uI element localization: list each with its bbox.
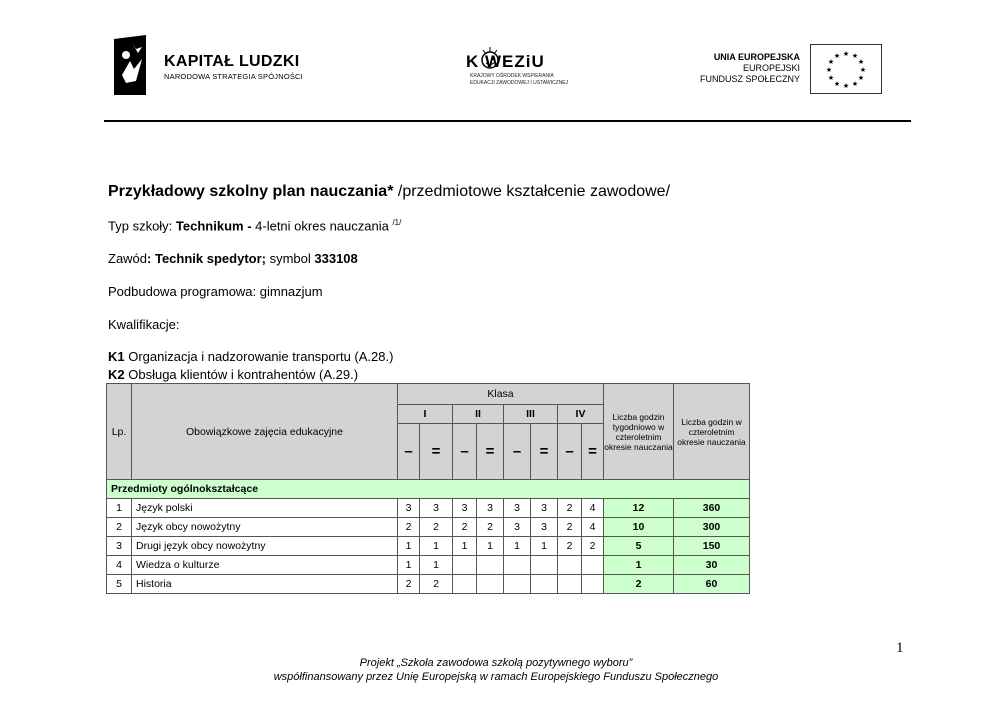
table-row	[107, 499, 750, 518]
kowezu-title: K WEZiU	[466, 52, 545, 71]
header-class-3: III	[504, 405, 558, 424]
row-hours-sem-2: 1	[420, 556, 453, 575]
row-hours-sem-4	[477, 556, 504, 575]
row-hours-sem-6: 3	[531, 518, 558, 537]
svg-text:★: ★	[851, 80, 859, 88]
row-hours-sem-7: 2	[558, 537, 582, 556]
row-hours-sem-1: 3	[398, 499, 420, 518]
qualification-k1-code: K1	[108, 349, 125, 364]
row-hours-sem-1: 1	[398, 537, 420, 556]
eu-line-3: FUNDUSZ SPOŁECZNY	[699, 74, 800, 84]
svg-text:★: ★	[842, 82, 850, 90]
eu-line-2: EUROPEJSKI	[742, 63, 800, 73]
row-hours-sem-3	[453, 556, 477, 575]
svg-text:★: ★	[825, 66, 833, 74]
table-row	[107, 518, 750, 537]
row-hours-sem-1: 2	[398, 518, 420, 537]
row-hours-sem-7	[558, 575, 582, 594]
qualification-k1-text: Organizacja i nadzorowanie transportu (A.28.)	[124, 349, 394, 364]
row-subject: Język polski	[132, 499, 398, 518]
header-semester-1: –	[398, 424, 420, 480]
row-hours-sem-5	[504, 556, 531, 575]
header-semester-3: –	[453, 424, 477, 480]
row-hours-sem-6	[531, 575, 558, 594]
header-semester-7: –	[558, 424, 582, 480]
svg-text:★: ★	[859, 66, 867, 74]
program-base-line: Podbudowa programowa: gimnazjum	[108, 284, 323, 299]
school-type-rest: 4-letni okres nauczania	[251, 218, 393, 234]
row-hours-sem-6: 1	[531, 537, 558, 556]
section-general-subjects: Przedmioty ogólnokształcące	[107, 480, 750, 499]
header-lp: Lp.	[107, 384, 132, 480]
row-hours-sem-4	[477, 575, 504, 594]
row-hours-sem-3: 1	[453, 537, 477, 556]
row-hours-sem-2: 2	[420, 575, 453, 594]
row-total-hours: 30	[674, 556, 750, 575]
row-hours-sem-3: 3	[453, 499, 477, 518]
profession-symbol: 333108	[314, 251, 358, 266]
row-hours-sem-4: 3	[477, 499, 504, 518]
row-hours-sem-4: 1	[477, 537, 504, 556]
row-hours-sem-3	[453, 575, 477, 594]
row-total-hours: 150	[674, 537, 750, 556]
row-hours-sem-6: 3	[531, 499, 558, 518]
row-hours-sem-2: 3	[420, 499, 453, 518]
table-row	[107, 537, 750, 556]
svg-text:★: ★	[833, 80, 841, 88]
row-weekly-hours: 10	[604, 518, 674, 537]
row-lp: 5	[107, 575, 132, 594]
svg-text:★: ★	[833, 52, 841, 60]
header-weekly-hours: Liczba godzin tygodniowo w czteroletnim okresie nauczania	[604, 384, 674, 480]
row-hours-sem-8	[582, 575, 604, 594]
row-hours-sem-7: 2	[558, 518, 582, 537]
kowezu-subtitle-1: KRAJOWY OŚRODEK WSPIERANIA	[470, 73, 554, 79]
footer-funding-line: współfinansowany przez Unię Europejską w ramach Europejskiego Funduszu Społecznego	[273, 671, 719, 683]
profession-value: : Technik spedytor;	[147, 251, 266, 266]
row-weekly-hours: 12	[604, 499, 674, 518]
svg-text:★: ★	[827, 58, 835, 66]
header-subject: Obowiązkowe zajęcia edukacyjne	[132, 384, 398, 480]
row-hours-sem-8: 4	[582, 518, 604, 537]
header-class-2: II	[453, 405, 504, 424]
row-hours-sem-7	[558, 556, 582, 575]
svg-text:★: ★	[857, 58, 865, 66]
footer-project-line: Projekt „Szkoła zawodowa szkołą pozytywnego wyboru”	[359, 657, 633, 669]
row-subject: Wiedza o kulturze	[132, 556, 398, 575]
row-hours-sem-6	[531, 556, 558, 575]
row-subject: Drugi język obcy nowożytny	[132, 537, 398, 556]
row-subject: Historia	[132, 575, 398, 594]
row-total-hours: 60	[674, 575, 750, 594]
row-total-hours: 360	[674, 499, 750, 518]
school-type-footnote: /1/	[392, 218, 402, 227]
table-row	[107, 556, 750, 575]
table-row	[107, 575, 750, 594]
eu-text	[660, 52, 800, 85]
school-type-value: Technikum -	[175, 218, 252, 234]
row-hours-sem-5: 3	[504, 499, 531, 518]
row-hours-sem-8: 2	[582, 537, 604, 556]
header-class-1: I	[398, 405, 453, 424]
profession-label: Zawód	[108, 251, 148, 266]
document-title	[108, 183, 670, 201]
eu-line-1: UNIA EUROPEJSKA	[713, 52, 800, 62]
row-hours-sem-4: 2	[477, 518, 504, 537]
school-type-label: Typ szkoły:	[108, 218, 176, 234]
qualification-k2-code: K2	[108, 367, 125, 382]
row-hours-sem-5: 3	[504, 518, 531, 537]
row-hours-sem-7: 2	[558, 499, 582, 518]
header-divider	[104, 120, 911, 122]
header-semester-5: –	[504, 424, 531, 480]
row-hours-sem-3: 2	[453, 518, 477, 537]
row-hours-sem-1: 2	[398, 575, 420, 594]
header-semester-4: =	[477, 424, 504, 480]
row-hours-sem-2: 2	[420, 518, 453, 537]
qualifications-label: Kwalifikacje:	[108, 317, 180, 332]
row-hours-sem-5	[504, 575, 531, 594]
page-number: 1	[896, 640, 904, 656]
qualification-k2	[108, 367, 358, 382]
header-semester-2: =	[420, 424, 453, 480]
svg-text:★: ★	[842, 50, 850, 58]
svg-text:★: ★	[851, 52, 859, 60]
row-lp: 2	[107, 518, 132, 537]
kowezu-subtitle-2: EDUKACJI ZAWODOWEJ I USTAWICZNEJ	[470, 80, 569, 86]
row-hours-sem-1: 1	[398, 556, 420, 575]
row-weekly-hours: 1	[604, 556, 674, 575]
qualification-k2-text: Obsługa klientów i kontrahentów (A.29.)	[124, 367, 359, 382]
curriculum-table	[106, 383, 750, 594]
eu-flag-icon	[810, 44, 882, 94]
header-semester-6: =	[531, 424, 558, 480]
header-total-hours: Liczba godzin w czteroletnim okresie nauczania	[674, 384, 750, 480]
svg-text:★: ★	[857, 74, 865, 82]
row-total-hours: 300	[674, 518, 750, 537]
row-hours-sem-5: 1	[504, 537, 531, 556]
svg-text:★: ★	[827, 74, 835, 82]
row-hours-sem-8: 4	[582, 499, 604, 518]
row-weekly-hours: 5	[604, 537, 674, 556]
profession-line	[108, 251, 358, 266]
header-semester-8: =	[582, 424, 604, 480]
row-subject: Język obcy nowożytny	[132, 518, 398, 537]
row-weekly-hours: 2	[604, 575, 674, 594]
header-klasa: Klasa	[398, 384, 604, 405]
document-title-rest: /przedmiotowe kształcenie zawodowe/	[393, 183, 671, 200]
qualification-k1	[108, 349, 393, 364]
profession-symbol-label: symbol	[265, 251, 315, 266]
row-lp: 4	[107, 556, 132, 575]
school-type-line	[108, 218, 401, 233]
row-lp: 3	[107, 537, 132, 556]
row-hours-sem-8	[582, 556, 604, 575]
document-title-bold: Przykładowy szkolny plan nauczania*	[108, 183, 394, 200]
row-lp: 1	[107, 499, 132, 518]
kapital-ludzki-subtitle: NARODOWA STRATEGIA SPÓJNOŚCI	[164, 72, 303, 81]
row-hours-sem-2: 1	[420, 537, 453, 556]
kapital-ludzki-title: KAPITAŁ LUDZKI	[164, 53, 300, 70]
header-class-4: IV	[558, 405, 604, 424]
